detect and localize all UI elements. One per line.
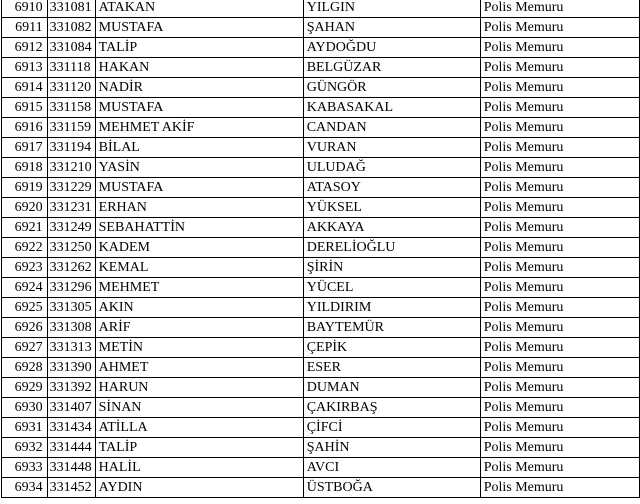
first-name-cell: AYDIN — [95, 478, 303, 498]
row-number-cell: 6923 — [2, 258, 48, 278]
title-cell: Polis Memuru — [480, 118, 639, 138]
last-name-cell: ÜSTBOĞA — [303, 478, 480, 498]
first-name-cell: AKIN — [95, 298, 303, 318]
first-name-cell: HARUN — [95, 378, 303, 398]
title-cell: Polis Memuru — [480, 478, 639, 498]
first-name-cell: MEHMET AKİF — [95, 118, 303, 138]
title-cell: Polis Memuru — [480, 298, 639, 318]
last-name-cell: ŞİRİN — [303, 258, 480, 278]
first-name-cell: SEBAHATTİN — [95, 218, 303, 238]
first-name-cell: ERHAN — [95, 198, 303, 218]
first-name-cell: YASİN — [95, 158, 303, 178]
title-cell: Polis Memuru — [480, 198, 639, 218]
last-name-cell: AYDOĞDU — [303, 38, 480, 58]
row-number-cell: 6913 — [2, 58, 48, 78]
row-number-cell: 6934 — [2, 478, 48, 498]
registry-number-cell: 331434 — [47, 418, 95, 438]
table-row — [2, 158, 640, 178]
first-name-cell: ATAKAN — [95, 0, 303, 18]
row-number-cell: 6925 — [2, 298, 48, 318]
registry-number-cell: 331390 — [47, 358, 95, 378]
registry-number-cell: 331448 — [47, 458, 95, 478]
table-row — [2, 278, 640, 298]
last-name-cell: BAYTEMÜR — [303, 318, 480, 338]
row-number-cell: 6930 — [2, 398, 48, 418]
first-name-cell: HAKAN — [95, 58, 303, 78]
table-row — [2, 138, 640, 158]
row-number-cell: 6922 — [2, 238, 48, 258]
last-name-cell: DERELİOĞLU — [303, 238, 480, 258]
first-name-cell: MUSTAFA — [95, 178, 303, 198]
registry-number-cell: 331392 — [47, 378, 95, 398]
table-row — [2, 58, 640, 78]
first-name-cell: NADİR — [95, 78, 303, 98]
table-row — [2, 118, 640, 138]
last-name-cell: ÇAKIRBAŞ — [303, 398, 480, 418]
row-number-cell: 6910 — [2, 0, 48, 18]
registry-number-cell: 331250 — [47, 238, 95, 258]
table-row — [2, 478, 640, 498]
last-name-cell: YÜCEL — [303, 278, 480, 298]
row-number-cell: 6928 — [2, 358, 48, 378]
registry-number-cell: 331249 — [47, 218, 95, 238]
row-number-cell: 6916 — [2, 118, 48, 138]
last-name-cell: ATASOY — [303, 178, 480, 198]
title-cell: Polis Memuru — [480, 38, 639, 58]
table-row — [2, 318, 640, 338]
last-name-cell: YILGIN — [303, 0, 480, 18]
row-number-cell: 6914 — [2, 78, 48, 98]
registry-number-cell: 331194 — [47, 138, 95, 158]
table-row — [2, 458, 640, 478]
first-name-cell: TALİP — [95, 438, 303, 458]
table-row — [2, 418, 640, 438]
table-row — [2, 238, 640, 258]
title-cell: Polis Memuru — [480, 278, 639, 298]
first-name-cell: ARİF — [95, 318, 303, 338]
registry-number-cell: 331262 — [47, 258, 95, 278]
row-number-cell: 6912 — [2, 38, 48, 58]
title-cell: Polis Memuru — [480, 98, 639, 118]
registry-number-cell: 331305 — [47, 298, 95, 318]
first-name-cell: KEMAL — [95, 258, 303, 278]
personnel-table-body — [2, 0, 640, 498]
row-number-cell: 6929 — [2, 378, 48, 398]
row-number-cell: 6933 — [2, 458, 48, 478]
last-name-cell: ÇİFCİ — [303, 418, 480, 438]
registry-number-cell: 331084 — [47, 38, 95, 58]
title-cell: Polis Memuru — [480, 438, 639, 458]
title-cell: Polis Memuru — [480, 418, 639, 438]
registry-number-cell: 331231 — [47, 198, 95, 218]
registry-number-cell: 331081 — [47, 0, 95, 18]
title-cell: Polis Memuru — [480, 178, 639, 198]
last-name-cell: YILDIRIM — [303, 298, 480, 318]
registry-number-cell: 331452 — [47, 478, 95, 498]
title-cell: Polis Memuru — [480, 258, 639, 278]
table-row — [2, 0, 640, 18]
title-cell: Polis Memuru — [480, 358, 639, 378]
first-name-cell: METİN — [95, 338, 303, 358]
first-name-cell: AHMET — [95, 358, 303, 378]
table-row — [2, 338, 640, 358]
first-name-cell: TALİP — [95, 38, 303, 58]
last-name-cell: VURAN — [303, 138, 480, 158]
personnel-table — [1, 0, 640, 498]
registry-number-cell: 331210 — [47, 158, 95, 178]
last-name-cell: ULUDAĞ — [303, 158, 480, 178]
title-cell: Polis Memuru — [480, 458, 639, 478]
title-cell: Polis Memuru — [480, 378, 639, 398]
registry-number-cell: 331158 — [47, 98, 95, 118]
last-name-cell: ESER — [303, 358, 480, 378]
table-row — [2, 218, 640, 238]
title-cell: Polis Memuru — [480, 398, 639, 418]
first-name-cell: SİNAN — [95, 398, 303, 418]
registry-number-cell: 331159 — [47, 118, 95, 138]
row-number-cell: 6932 — [2, 438, 48, 458]
last-name-cell: ŞAHAN — [303, 18, 480, 38]
table-row — [2, 378, 640, 398]
first-name-cell: KADEM — [95, 238, 303, 258]
row-number-cell: 6927 — [2, 338, 48, 358]
first-name-cell: MEHMET — [95, 278, 303, 298]
table-row — [2, 178, 640, 198]
title-cell: Polis Memuru — [480, 318, 639, 338]
table-row — [2, 438, 640, 458]
table-row — [2, 358, 640, 378]
last-name-cell: ÇEPİK — [303, 338, 480, 358]
table-row — [2, 258, 640, 278]
registry-number-cell: 331120 — [47, 78, 95, 98]
first-name-cell: MUSTAFA — [95, 18, 303, 38]
last-name-cell: AKKAYA — [303, 218, 480, 238]
row-number-cell: 6924 — [2, 278, 48, 298]
table-row — [2, 98, 640, 118]
title-cell: Polis Memuru — [480, 138, 639, 158]
last-name-cell: ŞAHİN — [303, 438, 480, 458]
last-name-cell: DUMAN — [303, 378, 480, 398]
table-row — [2, 18, 640, 38]
table-row — [2, 298, 640, 318]
title-cell: Polis Memuru — [480, 158, 639, 178]
registry-number-cell: 331313 — [47, 338, 95, 358]
first-name-cell: ATİLLA — [95, 418, 303, 438]
title-cell: Polis Memuru — [480, 218, 639, 238]
registry-number-cell: 331082 — [47, 18, 95, 38]
registry-number-cell: 331296 — [47, 278, 95, 298]
first-name-cell: BİLAL — [95, 138, 303, 158]
row-number-cell: 6917 — [2, 138, 48, 158]
title-cell: Polis Memuru — [480, 238, 639, 258]
last-name-cell: KABASAKAL — [303, 98, 480, 118]
row-number-cell: 6911 — [2, 18, 48, 38]
title-cell: Polis Memuru — [480, 58, 639, 78]
title-cell: Polis Memuru — [480, 78, 639, 98]
title-cell: Polis Memuru — [480, 338, 639, 358]
table-row — [2, 198, 640, 218]
last-name-cell: GÜNGÖR — [303, 78, 480, 98]
row-number-cell: 6931 — [2, 418, 48, 438]
registry-number-cell: 331407 — [47, 398, 95, 418]
registry-number-cell: 331118 — [47, 58, 95, 78]
table-row — [2, 398, 640, 418]
table-row — [2, 38, 640, 58]
registry-number-cell: 331444 — [47, 438, 95, 458]
table-row — [2, 78, 640, 98]
first-name-cell: MUSTAFA — [95, 98, 303, 118]
title-cell: Polis Memuru — [480, 0, 639, 18]
last-name-cell: CANDAN — [303, 118, 480, 138]
row-number-cell: 6915 — [2, 98, 48, 118]
last-name-cell: AVCI — [303, 458, 480, 478]
row-number-cell: 6920 — [2, 198, 48, 218]
registry-number-cell: 331229 — [47, 178, 95, 198]
row-number-cell: 6919 — [2, 178, 48, 198]
last-name-cell: BELGÜZAR — [303, 58, 480, 78]
last-name-cell: YÜKSEL — [303, 198, 480, 218]
row-number-cell: 6926 — [2, 318, 48, 338]
registry-number-cell: 331308 — [47, 318, 95, 338]
row-number-cell: 6921 — [2, 218, 48, 238]
row-number-cell: 6918 — [2, 158, 48, 178]
title-cell: Polis Memuru — [480, 18, 639, 38]
first-name-cell: HALİL — [95, 458, 303, 478]
